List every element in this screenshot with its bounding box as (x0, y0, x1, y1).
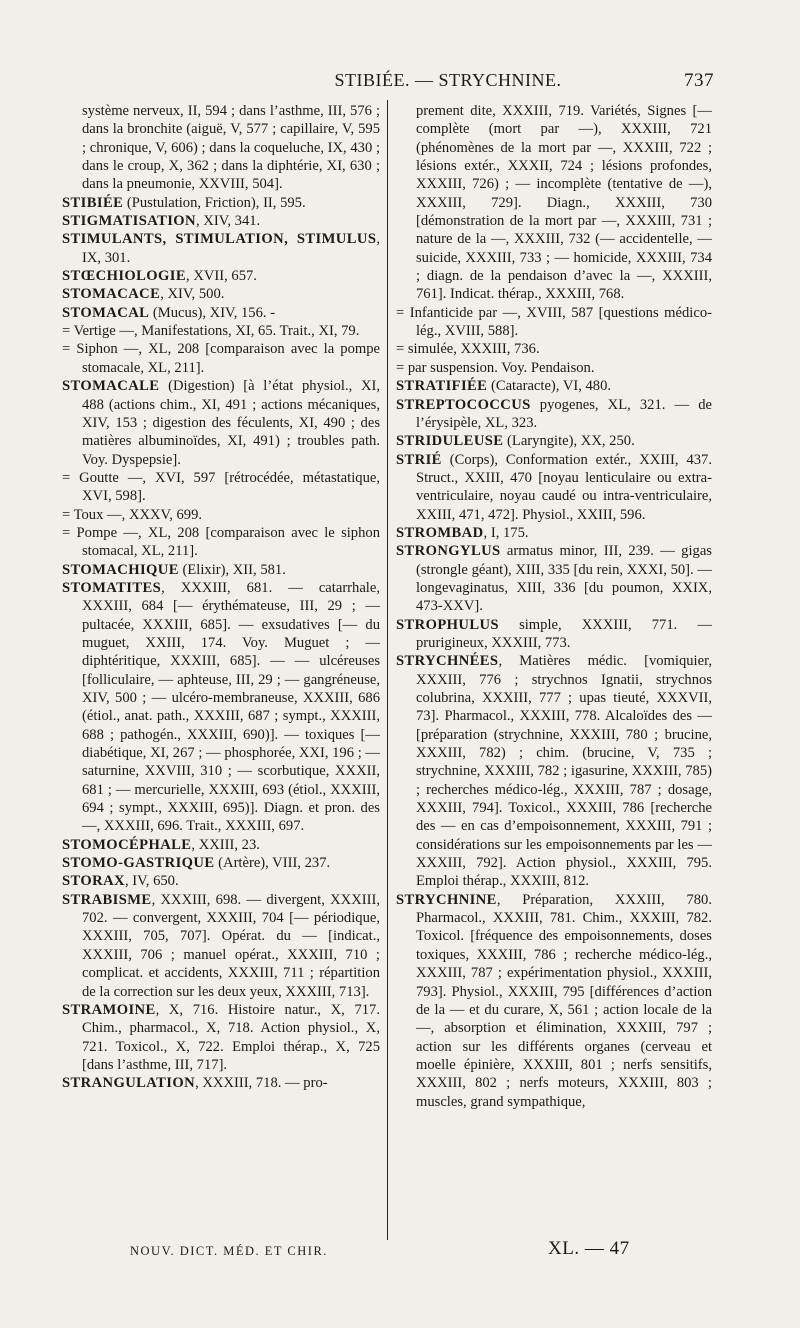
entry-text: = Goutte —, XVI, 597 [rétrocédée, métastatique, XVI, 598]. (62, 469, 380, 505)
index-entry (62, 340, 380, 377)
entry-headword: STRYCHNINE (396, 891, 497, 908)
footer-volume: XL. — 47 (548, 1238, 630, 1259)
entry-headword: STOMATITES (62, 579, 162, 596)
entry-text: système nerveux, II, 594 ; dans l’asthme, III, 576 ; dans la bronchite (aiguë, V, 577 ; capillaire, V, 595 ; chronique, V, 606) ; dans la coqueluche, IX, 430 ; dans le croup, X, 362 ; dans la diphtérie, XI, 630 ; dans la pneumonie, XXVIII, 504]. (82, 103, 380, 193)
index-entry (396, 432, 712, 450)
entry-text: , XVII, 657. (186, 268, 257, 285)
entry-headword: STOMACAL (62, 304, 150, 321)
index-entry (396, 891, 712, 1111)
entry-text: , XXXIII, 698. — divergent, XXXIII, 702. — convergent, XXXIII, 704 [— périodique, XXXIII, 705, 707]. Opérat. du — [indicat., XXXIII, 706 ; manuel opérat., XXXIII, 710 ; complicat. et accidents, XXXIII, 711 ; répartition de la correction sur les deux yeux, XXXIII, 713]. (82, 891, 380, 1000)
index-entry (396, 377, 712, 395)
entry-text: , XXXIII, 718. — pro- (195, 1075, 328, 1092)
entry-text: , I, 175. (483, 524, 529, 541)
entry-headword: STRYCHNÉES (396, 653, 499, 670)
footer-signature: NOUV. DICT. MÉD. ET CHIR. (130, 1244, 328, 1258)
index-entry (396, 542, 712, 615)
entry-headword: STOMOCÉPHALE (62, 836, 192, 853)
entry-text: = Infanticide par —, XVIII, 587 [questions médico-lég., XVIII, 588]. (396, 304, 712, 340)
index-entry (62, 377, 380, 469)
index-entry (62, 1001, 380, 1074)
entry-text: , XIV, 500. (160, 286, 225, 303)
entry-text: (Mucus), XIV, 156. - (149, 304, 276, 321)
entry-headword: STROMBAD (396, 524, 484, 541)
index-entry (396, 396, 712, 433)
entry-text: = Vertige —, Manifestations, XI, 65. Trait., XI, 79. (62, 323, 360, 340)
index-entry (396, 304, 712, 341)
column-divider (387, 100, 388, 1240)
entry-text: (Pustulation, Friction), II, 595. (123, 194, 306, 211)
entry-text: , Préparation, XXXIII, 780. Pharmacol., XXXIII, 781. Chim., XXXIII, 782. Toxicol. [fréquence des empoisonnements, doses toxiques, XXXIII, 786 ; recherche médico-lég., XXXIII, 787 ; expérimentation physiol., XXXIII, 793]. Physiol., XXXIII, 795 [différences d’action de la — et du curare, X, 561 ; action locale de la —, absorption et élimination, XXXIII, 797 ; action sur les différents organes (cerveau et moelle épinière, XXXIII, 801 ; nerfs sensitifs, XXXIII, 802 ; nerfs moteurs, XXXIII, 803 ; muscles, grand sympathique, (416, 891, 712, 1110)
entry-text: , XXXIII, 681. — catarrhale, XXXIII, 684 [— érythémateuse, III, 29 ; — pultacée, XXXIII, 685]. — exsudatives [— du muguet, XXIII, 174. Voy. Muguet ; — diphtéritique, XXXIII, 685]. — — ulcéreuses [folliculaire, — aphteuse, III, 29 ; — gangréneuse, XIV, 500 ; — ulcéro-membraneuse, XXXIII, 686 (étiol., anat. path., XXXIII, 687 ; sympt., XXXIII, 688 ; pathogén., XXXIII, 690)]. — toxiques [— diabétique, XI, 267 ; — phosphorée, XXI, 196 ; — saturnine, XXVIII, 310 ; — scorbutique, XXXII, 681 ; — mercurielle, XXXIII, 693 (étiol., XXXIII, 694 ; sympt., XXXIII, 695)]. Diagn. et pron. des —, XXXIII, 696. Trait., XXXIII, 697. (82, 579, 380, 835)
index-entry (62, 579, 380, 836)
index-entry (62, 561, 380, 579)
entry-text: = par suspension. Voy. Pendaison. (396, 359, 595, 376)
entry-headword: STRAMOINE (62, 1001, 156, 1018)
entry-headword: STREPTOCOCCUS (396, 396, 531, 413)
entry-text: (Corps), Conformation extér., XXIII, 437. Struct., XXIII, 470 [noyau lenticulaire ou extra-ventriculaire, noyau caudé ou intra-ventriculaire, XXIII, 471, 472]. Physiol., XXIII, 596. (416, 451, 712, 523)
entry-text: simple, XXXIII, 771. — prurigineux, XXXIII, 773. (416, 616, 712, 651)
entry-text: prement dite, XXXIII, 719. Variétés, Signes [— complète (mort par —), XXXIII, 721 (phénomènes de la mort par —, XXXIII, 722 ; lésions extér., XXXII, 724 ; lésions profondes, XXXIII, 726) ; — incomplète (tentative de —), XXXIII, 729]. Diagn., XXXIII, 730 [démonstration de la mort par —, XXXIII, 731 ; nature de la —, XXXIII, 732 (— accidentelle, — suicide, XXXIII, 733 ; — homicide, XXXIII, 734 ; diagn. de la pendaison d’avec la —, XXXIII, 761]. Indicat. thérap., XXXIII, 768. (416, 103, 712, 303)
index-entry (396, 102, 712, 304)
index-entry (396, 616, 712, 653)
entry-headword: STROPHULUS (396, 616, 499, 633)
index-entry (62, 506, 380, 524)
entry-text: , XXIII, 23. (191, 836, 260, 853)
index-entry (62, 102, 380, 194)
page-header (62, 70, 714, 98)
entry-text: = simulée, XXXIII, 736. (396, 341, 540, 358)
index-entry (62, 304, 380, 322)
page-number: 737 (684, 70, 714, 91)
index-entry (62, 469, 380, 506)
entry-text: , XIV, 341. (196, 213, 261, 230)
entry-headword: STRANGULATION (62, 1075, 196, 1092)
entry-headword: STOMACHIQUE (62, 561, 179, 578)
entry-text: , IX, 301. (82, 231, 380, 266)
entry-headword: STRATIFIÉE (396, 378, 488, 395)
entry-text: (Artère), VIII, 237. (214, 855, 331, 872)
entry-text: pyogenes, XL, 321. — de l’érysipèle, XL, 323. (416, 396, 712, 431)
index-entry (62, 891, 380, 1001)
entry-headword: STOMACACE (62, 286, 161, 303)
index-entry (396, 451, 712, 524)
entry-text: , IV, 650. (124, 873, 179, 890)
entry-headword: STIGMATISATION (62, 213, 196, 230)
entry-text: = Pompe —, XL, 208 [comparaison avec le siphon stomacal, XL, 211]. (62, 524, 380, 560)
entry-text: armatus minor, III, 239. — gigas (strongle géant), XIII, 335 [du rein, XXXI, 50]. — longevaginatus, XIII, 336 [du poumon, XXIX, 473-XXV]. (416, 543, 712, 615)
index-entry (62, 285, 380, 303)
entry-headword: STIMULANTS, STIMULATION, STIMULUS (62, 231, 377, 248)
index-entry (62, 854, 380, 872)
index-entry (396, 340, 712, 358)
index-entry (62, 872, 380, 890)
entry-text: = Siphon —, XL, 208 [comparaison avec la pompe stomacale, XL, 211]. (62, 341, 380, 376)
entry-headword: STŒCHIOLOGIE (62, 268, 187, 285)
right-column (396, 102, 712, 1111)
entry-text: (Cataracte), VI, 480. (487, 378, 612, 395)
index-entry (62, 230, 380, 267)
index-entry (396, 359, 712, 377)
index-entry (396, 524, 712, 542)
index-entry (62, 194, 380, 212)
entry-headword: STIBIÉE (62, 194, 124, 211)
entry-headword: STORAX (62, 873, 125, 890)
entry-text: (Elixir), XII, 581. (178, 561, 286, 578)
running-title: STIBIÉE. — STRYCHNINE. (334, 70, 562, 90)
entry-headword: STRABISME (62, 891, 152, 908)
entry-headword: STOMACALE (62, 378, 160, 395)
index-entry (62, 836, 380, 854)
index-entry (396, 652, 712, 890)
entry-text: (Digestion) [à l’état physiol., XI, 488 (actions chim., XI, 491 ; actions mécaniques, XIV, 153 ; digestion des féculents, XI, 490 ; des matières albuminoïdes, XI, 491) ; troubles path. Voy. Dyspepsie]. (82, 378, 380, 468)
index-entry (62, 1074, 380, 1092)
entry-headword: STRONGYLUS (396, 543, 501, 560)
entry-text: = Toux —, XXXV, 699. (62, 506, 203, 523)
index-entry (62, 212, 380, 230)
left-column (62, 102, 380, 1093)
entry-text: , X, 716. Histoire natur., X, 717. Chim., pharmacol., X, 718. Action physiol., X, 721. Toxicol., X, 722. Emploi thérap., X, 725 [dans l’asthme, III, 717]. (82, 1001, 380, 1073)
entry-headword: STRIÉ (396, 451, 442, 468)
entry-headword: STOMO-GASTRIQUE (62, 855, 215, 872)
index-entry (62, 267, 380, 285)
index-entry (62, 322, 380, 340)
entry-text: (Laryngite), XX, 250. (503, 433, 635, 450)
entry-text: , Matières médic. [vomiquier, XXXIII, 776 ; strychnos Ignatii, strychnos colubrina, XXXIII, 777 ; upas tieuté, XXXVII, 73]. Pharmacol., XXXIII, 778. Alcaloïdes des — [préparation (strychnine, XXXIII, 780 ; brucine, XXXIII, 782) ; chim. (brucine, V, 735 ; strychnine, XXXIII, 782 ; igasurine, XXXIII, 785) ; recherches médico-lég., XXXIII, 787 ; dosage, XXXIII, 794]. Toxicol., XXXIII, 786 [recherche des — en cas d’empoisonnement, XXXIII, 791 ; considérations sur les empoisonnements par les — XXXIII, 792]. Action physiol., XXXIII, 795. Emploi thérap., XXXIII, 812. (416, 653, 712, 890)
index-entry (62, 524, 380, 561)
entry-headword: STRIDULEUSE (396, 433, 504, 450)
